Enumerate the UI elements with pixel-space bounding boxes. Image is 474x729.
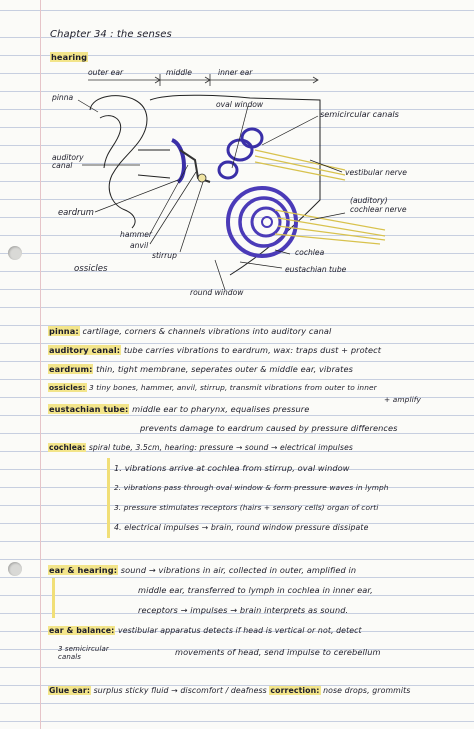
label-auditory-canal: auditory canal [52,153,84,170]
semicircular-side-note: 3 semicircular canals [58,645,109,661]
cochlea-step-2: 2. vibrations pass through oval window & form pressure waves in lymph [114,483,389,492]
ear-hearing-bracket [52,578,55,618]
region-outer-ear: outer ear [88,68,124,77]
ear-hearing-line-3: receptors → impulses → brain interprets as sound. [138,605,349,615]
label-eustachian-tube: eustachian tube [285,265,347,274]
label-cochlea: cochlea [295,248,325,257]
cochlea-step-4: 4. electrical impulses → brain, round window pressure dissipate [114,523,369,532]
region-middle-ear: middle [166,68,192,77]
section-label: hearing [51,52,88,62]
definition-eardrum: eardrum: thin, tight membrane, seperates outer & middle ear, vibrates [49,364,353,374]
ear-hearing-line-2: middle ear, transferred to lymph in cochlea in inner ear, [138,585,373,595]
label-oval-window: oval window [216,100,264,109]
definition-auditory-canal: auditory canal: tube carries vibrations to eardrum, wax: traps dust + protect [49,345,382,355]
region-inner-ear: inner ear [218,68,253,77]
definition-cochlea: cochlea: spiral tube, 3.5cm, hearing: pressure → sound → electrical impulses [49,443,353,452]
chapter-title: Chapter 34 : the senses [50,29,172,40]
amplify-note: + amplify [384,395,421,404]
label-eardrum: eardrum [58,207,94,217]
glue-ear-line: Glue ear: surplus sticky fluid → discomfort / deafness correction: nose drops, grommits [49,686,411,695]
label-stirrup: stirrup [152,251,177,260]
label-anvil: anvil [130,241,149,250]
label-vestibular-nerve: vestibular nerve [345,168,407,177]
ear-balance-line-1: ear & balance: vestibular apparatus detects if head is vertical or not, detect [49,626,362,635]
cochlea-steps-bracket [107,458,110,538]
label-ossicles: ossicles [74,264,108,274]
definition-ossicles: ossicles: 3 tiny bones, hammer, anvil, stirrup, transmit vibrations from outer to inner [49,383,377,392]
label-semicircular-canals: semicircular canals [320,109,399,119]
eustachian-prevents-line: prevents damage to eardrum caused by pressure differences [140,423,398,433]
label-cochlear-nerve: (auditory) cochlear nerve [350,196,407,214]
label-hammer: hammer [120,230,153,239]
cochlea-step-3: 3. pressure stimulates receptors (hairs + sensory cells) organ of corti [114,503,379,512]
label-pinna: pinna [52,93,74,102]
binder-hole-bottom [8,562,22,576]
ear-balance-line-2: movements of head, send impulse to cerebellum [175,647,381,657]
label-round-window: round window [190,288,244,297]
ear-hearing-line-1: ear & hearing: sound → vibrations in air, collected in outer, amplified in [49,565,357,575]
cochlea-step-1: 1. vibrations arrive at cochlea from stirrup, oval window [114,463,350,473]
definition-eustachian-tube: eustachian tube: middle ear to pharynx, equalises pressure [49,404,310,414]
definition-pinna: pinna: cartilage, corners & channels vibrations into auditory canal [49,326,332,336]
